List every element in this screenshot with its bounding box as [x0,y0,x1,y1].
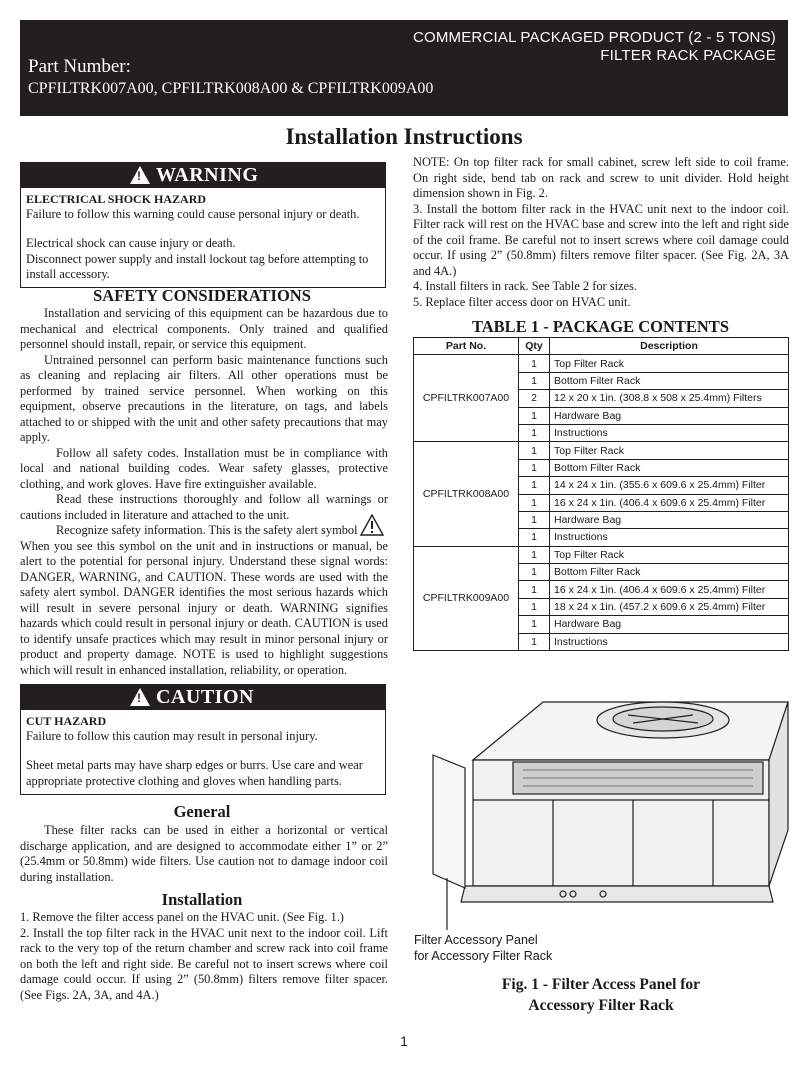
safety-body [20,306,388,678]
description-cell: 16 x 24 x 1in. (406.4 x 609.6 x 25.4mm) Filter [550,581,789,598]
qty-cell: 1 [519,424,550,441]
qty-cell: 1 [519,633,550,650]
caption-line-2: Accessory Filter Rack [528,997,674,1014]
installation-steps-left [20,910,388,1003]
caution-triangle-icon: ! [130,688,150,706]
installation-heading: Installation [161,890,243,909]
safety-paragraph-5b: When you see this symbol on the unit and in instructions or manual, be alert to the potential for personal injury. Understand these signal words: DANGER, WARNING, and CAUTION. These words are used with the safety alert symbol. DANGER identifies the most serious hazards which will result in severe personal injury or death. WARNING signifies hazards which could result in personal injury or death. CAUTION is used to identify unsafe practices which may result in minor personal injury or product and property damage. NOTE is used to highlight suggestions which will result in enhanced installation, reliability, or operation. [20,538,388,677]
page-title: Installation Instructions [285,124,523,149]
description-cell: Bottom Filter Rack [550,372,789,389]
installation-step-1: 1. Remove the filter access panel on the HVAC unit. (See Fig. 1.) [20,910,344,924]
description-cell: 16 x 24 x 1in. (406.4 x 609.6 x 25.4mm) Filter [550,494,789,511]
qty-cell: 1 [519,442,550,459]
qty-cell: 1 [519,407,550,424]
qty-cell: 1 [519,494,550,511]
general-heading: General [173,802,231,821]
description-cell: Instructions [550,633,789,650]
installation-steps-right [413,155,789,310]
warning-heading: WARNING [156,164,259,186]
callout-line-1: Filter Accessory Panel [414,933,538,947]
caution-heading: CAUTION [156,686,254,708]
safety-paragraph-4: Read these instructions thoroughly and follow all warnings or cautions included in literature and attached to the unit. [20,492,388,522]
caution-header [21,685,385,710]
safety-paragraph-3: Follow all safety codes. Installation must be in compliance with local and national building codes. Wear safety glasses, protective clothing, and work gloves. Have fire extinguisher available. [20,445,388,491]
part-number-cell: CPFILTRK009A00 [414,546,519,650]
header-banner [20,20,788,116]
figure1-caption [413,974,789,1016]
figure1-callout [414,933,552,964]
qty-cell: 1 [519,529,550,546]
description-cell: 14 x 24 x 1in. (355.6 x 609.6 x 25.4mm) Filter [550,477,789,494]
general-paragraph: These filter racks can be used in either a horizontal or vertical discharge application, and are designed to accommodate either 1” or 2” (25.4mm or 50.8mm) wide filters. Use caution not to damage indoor coil during installation. [20,823,388,884]
safety-paragraph-2: Untrained personnel can perform basic maintenance functions such as cleaning and replacing air filters. All other operations must be performed by trained service personnel. When working on this equipment, observe precautions in the literature, on tags, and labels attached to or shipped with the unit and other safety precautions that may apply. [20,352,388,444]
warning-box [20,162,386,288]
caution-subheading: CUT HAZARD [26,714,107,728]
part-number-cell: CPFILTRK008A00 [414,442,519,546]
qty-cell: 1 [519,372,550,389]
qty-cell: 1 [519,459,550,476]
general-body [20,823,388,885]
warning-line-1: Failure to follow this warning could cause personal injury or death. [26,207,360,222]
unit-base [461,886,773,902]
header-part-no: Part No. [414,338,519,355]
table-row [414,546,789,563]
description-cell: Hardware Bag [550,616,789,633]
qty-cell: 1 [519,564,550,581]
description-cell: Top Filter Rack [550,546,789,563]
warning-triangle-icon: ! [130,166,150,184]
caution-line-2: Sheet metal parts may have sharp edges or burrs. Use care and wear appropriate protective clothing and gloves when handling parts. [26,758,363,788]
qty-cell: 1 [519,581,550,598]
qty-cell: 2 [519,390,550,407]
package-contents-table [413,337,789,651]
safety-paragraph-5a: Recognize safety information. This is the safety alert symbol [56,523,358,537]
qty-cell: 1 [519,598,550,615]
warning-subheading: ELECTRICAL SHOCK HAZARD [26,192,207,206]
description-cell: Top Filter Rack [550,355,789,372]
warning-header [21,163,385,188]
callout-line-2: for Accessory Filter Rack [414,948,553,963]
description-cell: Bottom Filter Rack [550,564,789,581]
filter-access-panel [433,755,465,888]
page-number: 1 [400,1033,408,1049]
safety-paragraph-1: Installation and servicing of this equipment can be hazardous due to mechanical and electrical components. Only trained and qualified personnel should install, repair, or service this equipment. [20,306,388,351]
installation-step-4: 4. Install filters in rack. See Table 2 for sizes. [413,279,637,293]
installation-step-5: 5. Replace filter access door on HVAC unit. [413,294,631,309]
safety-heading: SAFETY CONSIDERATIONS [93,286,311,305]
table1-title: TABLE 1 - PACKAGE CONTENTS [471,317,729,336]
warning-line-2: Electrical shock can cause injury or death. [26,236,236,251]
part-number-cell: CPFILTRK007A00 [414,355,519,442]
description-cell: Instructions [550,529,789,546]
warning-line-3: Disconnect power supply and install lockout tag before attempting to install accessory. [26,251,369,281]
table-row [414,355,789,372]
installation-step-3: 3. Install the bottom filter rack in the HVAC unit next to the indoor coil. Filter rack will rest on the HVAC base and screw into the left and right side of the coil frame. Be careful not to insert screws where coil damage could occur. If using 2” (50.8mm) filters remove filter spacer. (See Fig. 2A, 3A and 4A.) [413,201,789,278]
installation-note: NOTE: On top filter rack for small cabinet, screw left side to coil frame. On right side, bend tab on rack and screw to unit divider. Hold height dimension shown in Fig. 2. [413,155,789,200]
qty-cell: 1 [519,616,550,633]
qty-cell: 1 [519,511,550,528]
safety-alert-symbol-icon [360,514,384,536]
caution-line-1: Failure to follow this caution may result in personal injury. [26,729,318,744]
table-header-row [414,338,789,355]
part-numbers: CPFILTRK007A00, CPFILTRK008A00 & CPFILTRK009A00 [28,80,434,97]
qty-cell: 1 [519,477,550,494]
caution-box [20,684,386,795]
qty-cell: 1 [519,355,550,372]
hvac-unit-illustration [413,690,789,930]
package-name: FILTER RACK PACKAGE [600,47,776,64]
description-cell: Instructions [550,424,789,441]
description-cell: Hardware Bag [550,511,789,528]
description-cell: Bottom Filter Rack [550,459,789,476]
caption-line-1: Fig. 1 - Filter Access Panel for [501,976,701,993]
installation-step-2: 2. Install the top filter rack in the HVAC unit next to the indoor coil. Lift rack to the very top of the return chamber and screw rack into coil frame on both the left and right side. Be careful not to insert screws where coil damage could occur. If using 2” (50.8mm) filters remove filter spacer. (See Figs. 2A, 3A, and 4A.) [20,925,388,1002]
table-row [414,442,789,459]
header-description: Description [550,338,789,355]
header-qty: Qty [519,338,550,355]
description-cell: 18 x 24 x 1in. (457.2 x 609.6 x 25.4mm) Filter [550,598,789,615]
description-cell: 12 x 20 x 1in. (308.8 x 508 x 25.4mm) Filters [550,390,789,407]
description-cell: Hardware Bag [550,407,789,424]
qty-cell: 1 [519,546,550,563]
product-line: COMMERCIAL PACKAGED PRODUCT (2 - 5 TONS) [412,29,776,46]
description-cell: Top Filter Rack [550,442,789,459]
part-number-label: Part Number: [28,56,131,77]
